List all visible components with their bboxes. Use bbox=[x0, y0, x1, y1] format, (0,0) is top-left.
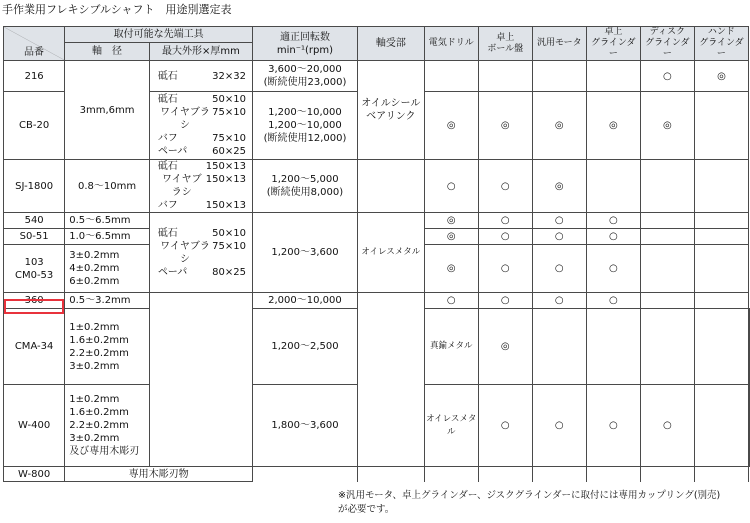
footnote: ※汎用モータ、卓上グラインダー、ジスクグラインダーに取付には専用カップリング(別売) が必要です。 bbox=[338, 490, 721, 515]
app-mark bbox=[694, 229, 748, 245]
app-mark: ○ bbox=[478, 213, 532, 229]
shaft-dia-cell: 1±0.2mm 1.6±0.2mm 2.2±0.2mm 3±0.2mm bbox=[65, 309, 150, 385]
app-mark bbox=[694, 309, 748, 385]
app-mark bbox=[694, 213, 748, 229]
app-mark: ○ bbox=[640, 61, 694, 92]
bearing-cell: オイルシール ベアリンク bbox=[357, 61, 424, 160]
app-mark bbox=[532, 309, 586, 385]
empty-cell bbox=[424, 467, 478, 482]
app-mark: ○ bbox=[586, 293, 640, 309]
part-number-cell: 540 bbox=[4, 213, 65, 229]
app-mark: ○ bbox=[478, 160, 532, 213]
tool-list: 砥石 50×10 ワイヤブラシ 75×10 ペーパ 80×25 bbox=[149, 213, 252, 293]
app-mark bbox=[478, 61, 532, 92]
speed-cell: 3,600～20,000 (断続使用23,000) bbox=[252, 61, 357, 92]
app-mark: ○ bbox=[532, 385, 586, 467]
app-mark bbox=[640, 213, 694, 229]
shaft-dia-cell: 0.8～10mm bbox=[65, 160, 150, 213]
empty-cell bbox=[478, 467, 532, 482]
app-mark: ○ bbox=[586, 385, 640, 467]
tool-list: 砥石 50×10 ワイヤブラシ 75×10 バフ 75×10 ペーパ 60×25 bbox=[149, 92, 252, 160]
speed-cell: 1,200～3,600 bbox=[252, 213, 357, 293]
app-mark: ◎ bbox=[586, 92, 640, 160]
tools-group-header: 取付可能な先端工具 bbox=[65, 27, 253, 43]
app-mark: ◎ bbox=[478, 309, 532, 385]
app-mark: ○ bbox=[586, 245, 640, 293]
app-header-hand-grinder: ハンド グラインダー bbox=[694, 27, 748, 61]
part-number-cell: W-800 bbox=[4, 467, 65, 482]
bearing-cell: 真鍮メタル bbox=[424, 309, 478, 385]
page-title: 手作業用フレキシブルシャフト 用途別選定表 bbox=[2, 3, 232, 16]
app-header-bench-grinder: 卓上 グラインダー bbox=[586, 27, 640, 61]
bearing-cell bbox=[357, 160, 424, 213]
speed-cell: 1,200～5,000 (断続使用8,000) bbox=[252, 160, 357, 213]
app-mark: ◎ bbox=[532, 160, 586, 213]
app-mark bbox=[532, 61, 586, 92]
part-number-cell: S0-51 bbox=[4, 229, 65, 245]
app-mark bbox=[694, 245, 748, 293]
app-mark: ○ bbox=[478, 245, 532, 293]
speed-cell: 1,200～2,500 bbox=[252, 309, 357, 385]
speed-cell: 1,800～3,600 bbox=[252, 385, 357, 467]
empty-cell bbox=[586, 467, 640, 482]
shaft-dia-header: 軸 径 bbox=[65, 43, 150, 61]
part-number-cell-360[interactable]: 360 bbox=[4, 293, 65, 309]
app-mark: ○ bbox=[586, 213, 640, 229]
app-mark bbox=[694, 293, 748, 309]
app-mark: ○ bbox=[478, 229, 532, 245]
app-mark: ○ bbox=[424, 293, 478, 309]
shaft-dia-cell: 0.5～3.2mm bbox=[65, 293, 150, 309]
app-mark: ◎ bbox=[424, 92, 478, 160]
app-mark: ○ bbox=[640, 385, 694, 467]
app-mark bbox=[694, 385, 748, 467]
part-number-cell: W-400 bbox=[4, 385, 65, 467]
shaft-dia-cell: 0.5～6.5mm bbox=[65, 213, 150, 229]
app-mark bbox=[586, 160, 640, 213]
shaft-dia-cell: 3±0.2mm 4±0.2mm 6±0.2mm bbox=[65, 245, 150, 293]
app-mark: ○ bbox=[532, 293, 586, 309]
app-mark: ◎ bbox=[424, 229, 478, 245]
speed-header: 適正回転数 min⁻¹(rpm) bbox=[252, 27, 357, 61]
tool-list: 砥石 150×13 ワイヤブラシ 150×13 バフ 150×13 bbox=[149, 160, 252, 213]
bearing-cell: オイレスメタル bbox=[357, 213, 424, 293]
app-mark bbox=[640, 160, 694, 213]
shaft-dia-cell: 1.0～6.5mm bbox=[65, 229, 150, 245]
app-mark: ○ bbox=[424, 160, 478, 213]
part-number-header: 品番 bbox=[4, 27, 65, 61]
app-mark bbox=[749, 309, 750, 385]
app-header-disc-grinder: ディスク グラインダー bbox=[640, 27, 694, 61]
app-mark: ○ bbox=[586, 229, 640, 245]
part-number-cell: 216 bbox=[4, 61, 65, 92]
tool-list-empty bbox=[149, 293, 252, 467]
app-mark: ○ bbox=[532, 229, 586, 245]
app-header-motor: 汎用モータ bbox=[532, 27, 586, 61]
app-mark: ○ bbox=[532, 213, 586, 229]
app-mark bbox=[586, 309, 640, 385]
app-mark bbox=[694, 160, 748, 213]
shaft-dia-cell: 3mm,6mm bbox=[65, 61, 150, 160]
app-mark: ◎ bbox=[694, 61, 748, 92]
app-mark: ○ bbox=[478, 293, 532, 309]
app-mark: ◎ bbox=[424, 213, 478, 229]
empty-cell bbox=[640, 467, 694, 482]
app-mark bbox=[424, 61, 478, 92]
app-mark bbox=[640, 245, 694, 293]
app-mark bbox=[694, 92, 748, 160]
tool-list: 砥石 32×32 bbox=[149, 61, 252, 92]
part-number-cell: SJ-1800 bbox=[4, 160, 65, 213]
part-number-cell: CMA-34 bbox=[4, 309, 65, 385]
app-mark: ◎ bbox=[478, 92, 532, 160]
bearing-cell-empty bbox=[357, 293, 424, 467]
shaft-dia-cell: 専用木彫刃物 bbox=[65, 467, 253, 482]
shaft-dia-cell: 1±0.2mm 1.6±0.2mm 2.2±0.2mm 3±0.2mm 及び専用木彫刃 bbox=[65, 385, 150, 467]
app-mark bbox=[586, 61, 640, 92]
empty-cell bbox=[694, 467, 748, 482]
app-mark bbox=[640, 309, 694, 385]
speed-cell: 1,200～10,000 1,200～10,000 (断続使用12,000) bbox=[252, 92, 357, 160]
app-mark bbox=[640, 293, 694, 309]
app-mark bbox=[640, 229, 694, 245]
part-number-cell: CB-20 bbox=[4, 92, 65, 160]
app-header-drill-press: 卓上 ボール盤 bbox=[478, 27, 532, 61]
app-mark: ○ bbox=[532, 245, 586, 293]
part-number-cell: 103 CM0-53 bbox=[4, 245, 65, 293]
selection-table bbox=[3, 26, 750, 482]
max-dim-header: 最大外形×厚mm bbox=[149, 43, 252, 61]
bearing-cell: オイレスメタル bbox=[424, 385, 478, 467]
app-mark: ○ bbox=[478, 385, 532, 467]
app-header-drill: 電気ドリル bbox=[424, 27, 478, 61]
empty-cell bbox=[252, 467, 357, 482]
app-mark: ◎ bbox=[424, 245, 478, 293]
app-mark bbox=[749, 385, 750, 467]
app-mark: ◎ bbox=[532, 92, 586, 160]
app-mark: ◎ bbox=[640, 92, 694, 160]
empty-cell bbox=[357, 467, 424, 482]
speed-cell: 2,000～10,000 bbox=[252, 293, 357, 309]
bearing-header: 軸受部 bbox=[357, 27, 424, 61]
empty-cell bbox=[532, 467, 586, 482]
